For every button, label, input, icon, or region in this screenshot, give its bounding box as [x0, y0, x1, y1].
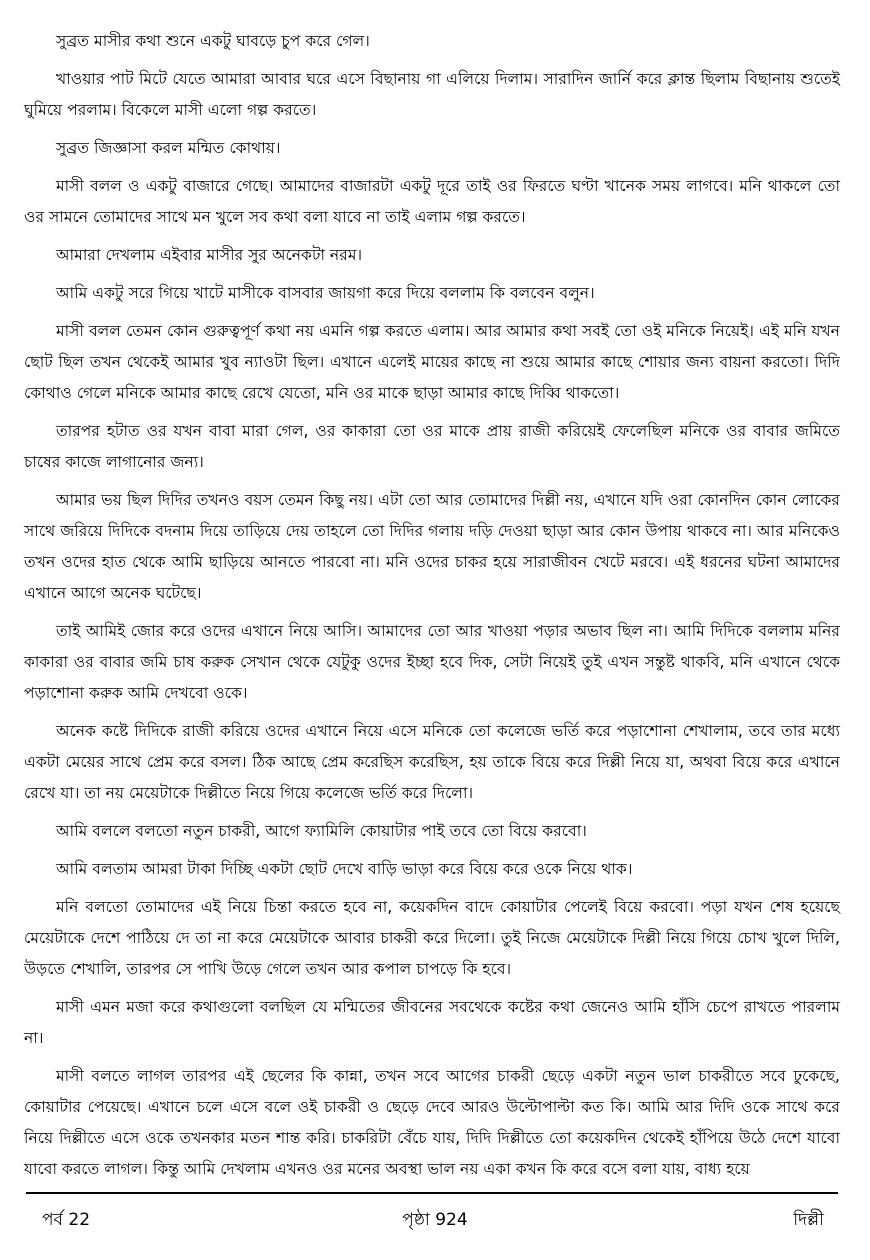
section-title: দিল্লী [793, 1210, 824, 1230]
page-body [24, 26, 840, 1192]
paragraph: মাসী এমন মজা করে কথাগুলো বলছিল যে মন্মিতের জীবনের সবথেকে কষ্টের কথা জেনেও আমি হাঁসি চেপে রাখতে পারলাম না। [24, 998, 840, 1047]
paragraph: তাই আমিই জোর করে ওদের এখানে নিয়ে আসি। আমাদের তো আর খাওয়া পড়ার অভাব ছিল না। আমি দিদিকে বললাম মনির কাকারা ওর বাবার জমি চাষ করুক সেখান থেকে যেটুকু ওদের ইচ্ছা হবে দিক, সেটা নিয়েই তুই এখন সন্তুষ্ট থাকবি, মনি এখানে থেকে পড়াশোনা করুক আমি দেখবো ওকে। [24, 622, 840, 702]
paragraph: অনেক কষ্টে দিদিকে রাজী করিয়ে ওদের এখানে নিয়ে এসে মনিকে তো কলেজে ভর্তি করে পড়াশোনা শেখালাম, তবে তার মধ্যে একটা মেয়ের সাথে প্রেম করে বসল। ঠিক আছে প্রেম করেছিস করেছিস, হয় তাকে বিয়ে করে দিল্লী নিয়ে যা, অথবা বিয়ে করে এখানে রেখে যা। তা নয় মেয়েটাকে দিল্লীতে নিয়ে গিয়ে কলেজে ভর্তি করে দিলো। [24, 722, 840, 802]
paragraph: মাসী বলল ও একটু বাজারে গেছে। আমাদের বাজারটা একটু দূরে তাই ওর ফিরতে ঘণ্টা খানেক সময় লাগবে। মনি থাকলে তো ওর সামনে তোমাদের সাথে মন খুলে সব কথা বলা যাবে না তাই এলাম গল্প করতে। [24, 177, 840, 226]
footer-divider [26, 1192, 838, 1194]
paragraph: আমি বললে বলতো নতুন চাকরী, আগে ফ্যামিলি কোয়াটার পাই তবে তো বিয়ে করবো। [56, 822, 587, 840]
paragraph: মাসী বলতে লাগল তারপর এই ছেলের কি কান্না, তখন সবে আগের চাকরী ছেড়ে একটা নতুন ভাল চাকরীতে সবে ঢুকেছে, কোয়াটার পেয়েছে। এখানে চলে এসে বলে ওই চাকরী ও ছেড়ে দেবে আরও উল্টোপাল্টা কত কি। আমি আর দিদি ওকে সাথে করে নিয়ে দিল্লীতে এসে ওকে তখনকার মতন শান্ত করি। চাকরিটা বেঁচে যায়, দিদি দিল্লীতে তো কয়েকদিন থেকেই হাঁপিয়ে উঠে দেশে যাবো যাবো করতে লাগল। কিন্তু আমি দেখলাম এখনও ওর মনের অবস্থা ভাল নয় একা কখন কি করে বসে বলা যায়, বাধ্য হয়ে [24, 1067, 840, 1178]
page-footer [40, 1205, 830, 1235]
paragraph: আমি বলতাম আমরা টাকা দিচ্ছি একটা ছোট দেখে বাড়ি ভাড়া করে বিয়ে করে ওকে নিয়ে থাক। [56, 860, 633, 878]
paragraph: মনি বলতো তোমাদের এই নিয়ে চিন্তা করতে হবে না, কয়েকদিন বাদে কোয়াটার পেলেই বিয়ে করবো। পড়া যখন শেষ হয়েছে মেয়েটাকে দেশে পাঠিয়ে দে তা না করে মেয়েটাকে আবার চাকরী করে দিলো। তুই নিজে মেয়েটাকে দিল্লী নিয়ে গিয়ে চোখ খুলে দিলি, উড়তে শেখালি, তারপর সে পাখি উড়ে গেলে তখন আর কপাল চাপড়ে কি হবে। [24, 898, 840, 978]
paragraph: সুব্রত মাসীর কথা শুনে একটু ঘাবড়ে চুপ করে গেল। [56, 32, 370, 50]
page-number: পৃষ্ঠা 924 [402, 1210, 468, 1230]
paragraph: আমারা দেখলাম এইবার মাসীর সুর অনেকটা নরম। [56, 246, 363, 264]
paragraph: আমার ভয় ছিল দিদির তখনও বয়স তেমন কিছু নয়। এটা তো আর তোমাদের দিল্লী নয়, এখানে যদি ওরা কোনদিন কোন লোকের সাথে জরিয়ে দিদিকে বদনাম দিয়ে তাড়িয়ে দেয় তাহলে তো দিদির গলায় দড়ি দেওয়া ছাড়া আর কোন উপায় থাকবে না। আর মনিকেও তখন ওদের হাত থেকে আমি ছাড়িয়ে আনতে পারবো না। মনি ওদের চাকর হয়ে সারাজীবন খেটে মরবে। এই ধরনের ঘটনা আমাদের এখানে আগে অনেক ঘটেছে। [24, 491, 840, 602]
episode-label: পর্ব 22 [42, 1210, 91, 1230]
paragraph: খাওয়ার পাট মিটে যেতে আমারা আবার ঘরে এসে বিছানায় গা এলিয়ে দিলাম। সারাদিন জার্নি করে ক্লান্ত ছিলাম বিছানায় শুতেই ঘুমিয়ে পরলাম। বিকেলে মাসী এলো গল্প করতে। [24, 70, 840, 119]
paragraph: তারপর হটাত ওর যখন বাবা মারা গেল, ওর কাকারা তো ওর মাকে প্রায় রাজী করিয়েই ফেলেছিল মনিকে ওর বাবার জমিতে চাষের কাজে লাগানোর জন্য। [24, 422, 840, 471]
paragraph: সুব্রত জিজ্ঞাসা করল মন্মিত কোথায়। [56, 139, 281, 157]
paragraph: মাসী বলল তেমন কোন গুরুত্বপূর্ণ কথা নয় এমনি গল্প করতে এলাম। আর আমার কথা সবই তো ওই মনিকে নিয়েই। এই মনি যখন ছোট ছিল তখন থেকেই আমার খুব ন্যাওটা ছিল। এখানে এলেই মায়ের কাছে না শুয়ে আমার কাছে শোয়ার জন্য বায়না করতো। দিদি কোথাও গেলে মনিকে আমার কাছে রেখে যেতো, মনি ওর মাকে ছাড়া আমার কাছে দিব্বি থাকতো। [24, 322, 840, 402]
paragraph: আমি একটু সরে গিয়ে খাটে মাসীকে বাসবার জায়গা করে দিয়ে বললাম কি বলবেন বলুন। [56, 284, 595, 302]
